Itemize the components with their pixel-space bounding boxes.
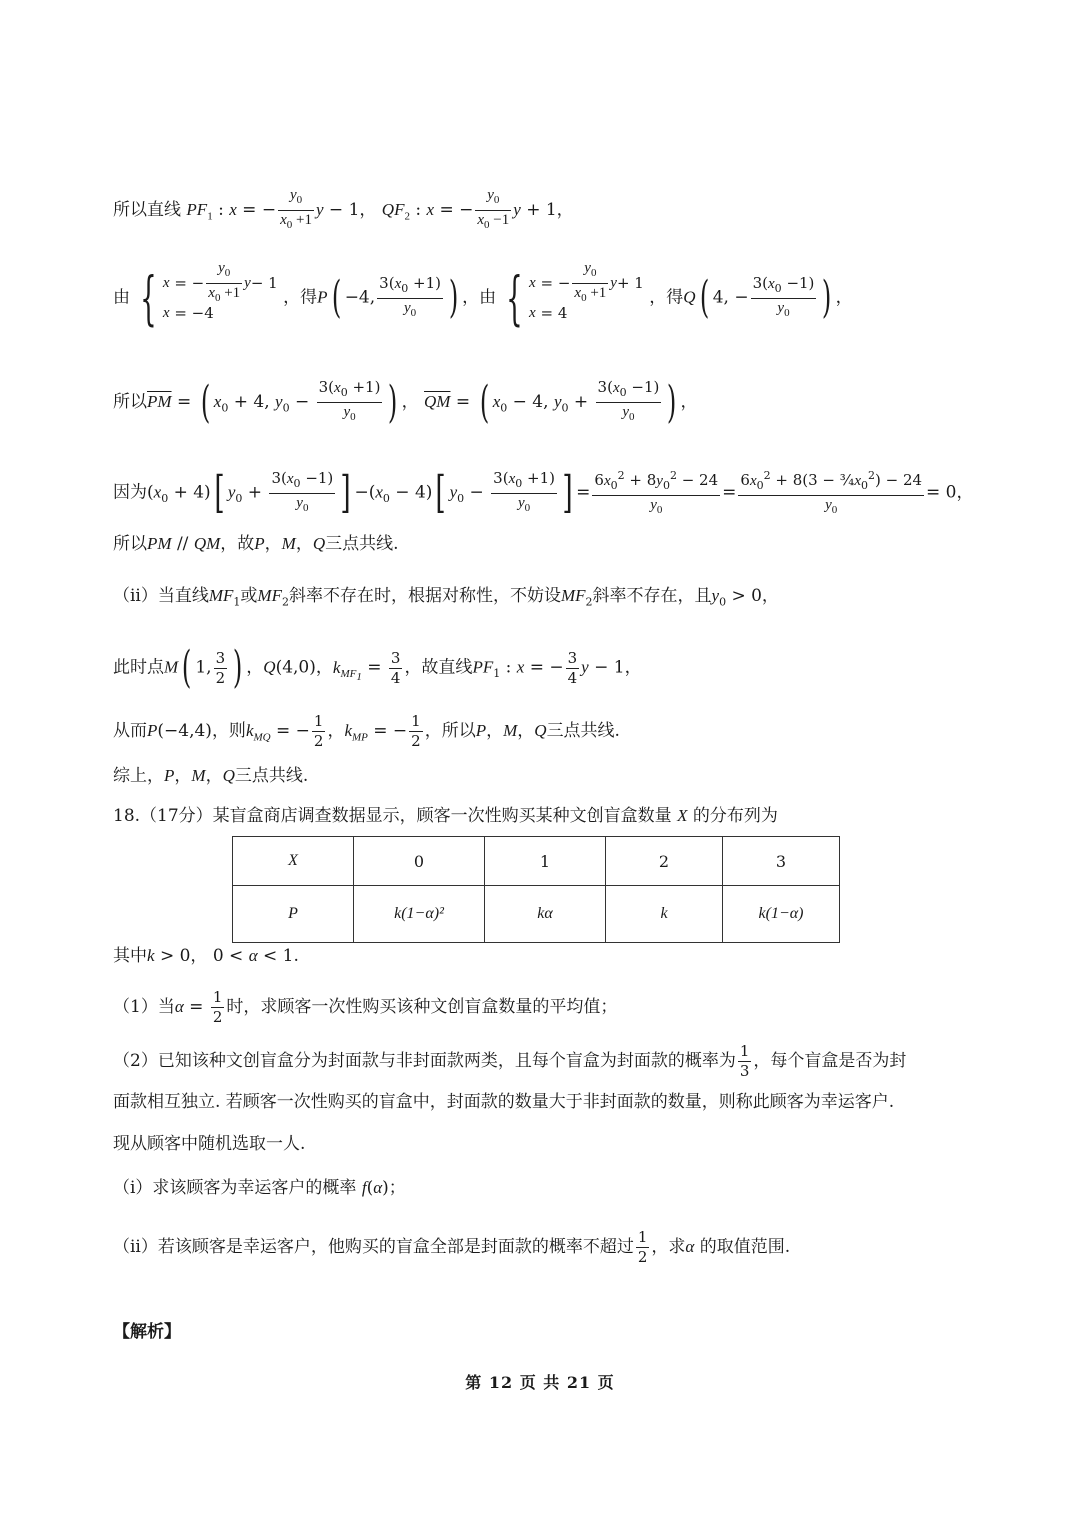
text: 三点共线. bbox=[325, 534, 399, 554]
table-cell: X bbox=[233, 837, 354, 886]
solution-line-1: 所以直线 $PF_1$ : x = − $\frac{y_0}{x_0 +1}$ y − 1， $QF_2$ : x = − $\frac{y_0}{x_0 -1}$ y + 1， bbox=[113, 187, 574, 231]
text: 所以直线 bbox=[113, 200, 181, 220]
text: 现从顾客中随机选取一人. bbox=[113, 1134, 306, 1154]
text: ，故直线 bbox=[404, 657, 473, 678]
question-2-i: （i）求该顾客为幸运客户的概率 f(α)； bbox=[113, 1178, 406, 1198]
problem-condition: 其中k > 0， 0 < α < 1. bbox=[113, 946, 299, 966]
text: （ii）若该顾客是幸运客户，他购买的盲盒全部是封面款的概率不超过 bbox=[113, 1237, 634, 1257]
table-header-row bbox=[233, 837, 840, 886]
text: 时，求顾客一次性购买该种文创盲盒数量的平均值； bbox=[226, 997, 618, 1017]
question-2-ii: （ii）若该顾客是幸运客户，他购买的盲盒全部是封面款的概率不超过 $\frac{1}{2}$ ，求α 的取值范围. bbox=[113, 1228, 791, 1266]
table-cell: 2 bbox=[606, 837, 723, 886]
text: 其中 bbox=[113, 946, 147, 966]
text: （2）已知该种文创盲盒分为封面款与非封面款两类，且每个盲盒为封面款的概率为 bbox=[113, 1051, 736, 1071]
text: 斜率不存在，且 bbox=[592, 586, 712, 606]
question-2-line-2 bbox=[113, 1090, 894, 1114]
text: ，故 bbox=[220, 534, 255, 554]
question-1: （1）当α = $\frac{1}{2}$ 时，求顾客一次性购买该种文创盲盒数量的平均值； bbox=[113, 988, 618, 1026]
text: （i）求该顾客为幸运客户的概率 bbox=[113, 1178, 357, 1198]
question-2-line-1: （2）已知该种文创盲盒分为封面款与非封面款两类，且每个盲盒为封面款的概率为 $\frac{1}{3}$ ，每个盲盒是否为封 bbox=[113, 1042, 907, 1080]
analysis-label: 【解析】 bbox=[113, 1322, 181, 1342]
text: 综上， bbox=[113, 766, 164, 786]
solution-line-4: 因为$(x_0 + 4)$[ $y_0$ + $\frac{3(x_0 -1)}{y_0}$ ] $-(x_0 - 4)$[ $y_0$ − $\frac{3(x_0 +1)}{y_0}$ ] = $\frac{6x_0^2 + 8y_0^2 - 24}{y_0}$ = $\frac{6x_0^2 + 8(3 - \frac{3}{4}x_0^2) - 24}{y_0}$ = 0， bbox=[113, 467, 974, 518]
table-cell: k(1−α)² bbox=[354, 886, 485, 943]
text: 三点共线. bbox=[546, 721, 620, 741]
page-footer: 第 12 页 共 21 页 bbox=[465, 1373, 615, 1392]
text: 三点共线. bbox=[234, 766, 309, 786]
table-cell: kα bbox=[485, 886, 606, 943]
solution-line-3: 所以$\overline{PM}$ = ( $x_0 + 4$, $y_0$ − $\frac{3(x_0 +1)}{y_0}$ ) ， $\overline{QM}$ = ( $x_0 - 4$, $y_0$ + $\frac{3(x_0 -1)}{y_0}$ ) ， bbox=[113, 376, 698, 428]
table-cell: 3 bbox=[723, 837, 840, 886]
table-cell: k bbox=[606, 886, 723, 943]
text: 所以 bbox=[113, 392, 147, 412]
text: ，由 bbox=[462, 287, 497, 308]
text: （1）当 bbox=[113, 997, 175, 1017]
text: 因为 bbox=[113, 482, 147, 503]
question-2-line-3 bbox=[113, 1132, 305, 1156]
table-cell: P bbox=[233, 886, 354, 943]
table-row bbox=[233, 886, 840, 943]
text: 所以 bbox=[113, 534, 147, 554]
text: 斜率不存在时，根据对称性，不妨设 bbox=[288, 586, 561, 606]
solution-line-6: （ii）当直线$MF_1$或$MF_2$斜率不存在时，根据对称性，不妨设$MF_2$斜率不存在，且$y_0 > 0$， bbox=[113, 586, 779, 609]
table-cell: k(1−α) bbox=[723, 886, 840, 943]
solution-line-8: 从而P(−4,4)，则$k_{MQ}$ = − $\frac{1}{2}$ ，$k_{MP}$ = − $\frac{1}{2}$ ，所以P，M，Q三点共线. bbox=[113, 712, 620, 750]
text: 的分布列为 bbox=[692, 806, 778, 826]
text: （ii）当直线 bbox=[113, 586, 209, 606]
text: ，每个盲盒是否为封 bbox=[753, 1051, 907, 1071]
text: 或 bbox=[240, 586, 258, 606]
text: 18.（17分）某盲盒商店调查数据显示，顾客一次性购买某种文创盲盒数量 bbox=[113, 806, 672, 826]
text: ，得 bbox=[283, 287, 318, 308]
solution-line-7: 此时点M( 1, $\frac{3}{2}$ ) ，Q(4,0)，$k_{MF_1}$ = $\frac{3}{4}$ ，故直线$PF_1$ : x = − $\frac{3}{4}$ y − 1， bbox=[113, 642, 642, 693]
table-cell: 1 bbox=[485, 837, 606, 886]
text: ，得 bbox=[649, 287, 684, 308]
text: ，求 bbox=[651, 1237, 686, 1257]
text: 的取值范围. bbox=[699, 1237, 791, 1257]
table-cell: 0 bbox=[354, 837, 485, 886]
problem-18-intro: 18.（17分）某盲盒商店调查数据显示，顾客一次性购买某种文创盲盒数量 X 的分布列为 bbox=[113, 806, 778, 826]
text: 从而 bbox=[113, 721, 147, 741]
solution-line-5: 所以PM // QM，故P，M，Q三点共线. bbox=[113, 534, 399, 554]
text: ，所以 bbox=[424, 721, 476, 741]
solution-line-9: 综上，P，M，Q三点共线. bbox=[113, 766, 309, 786]
text: ，则 bbox=[211, 721, 246, 741]
solution-line-2: 由 { x = − $\frac{y_0}{x_0 +1}$ y − 1 x = −4 ，得P( −4, $\frac{3(x_0 +1)}{y_0}$ ) ，由 { x = − $\frac{y_0}{x_0 +1}$ y + 1 x = 4 ，得Q( 4, − $\frac{3(x_0 -1)}{y_0}$ ) ， bbox=[113, 259, 853, 332]
text: 面款相互独立. 若顾客一次性购买的盲盒中，封面款的数量大于非封面款的数量，则称此顾客为幸运客户. bbox=[113, 1092, 895, 1112]
text: 此时点 bbox=[113, 657, 164, 678]
distribution-table bbox=[232, 836, 840, 943]
text: 由 bbox=[113, 287, 130, 308]
